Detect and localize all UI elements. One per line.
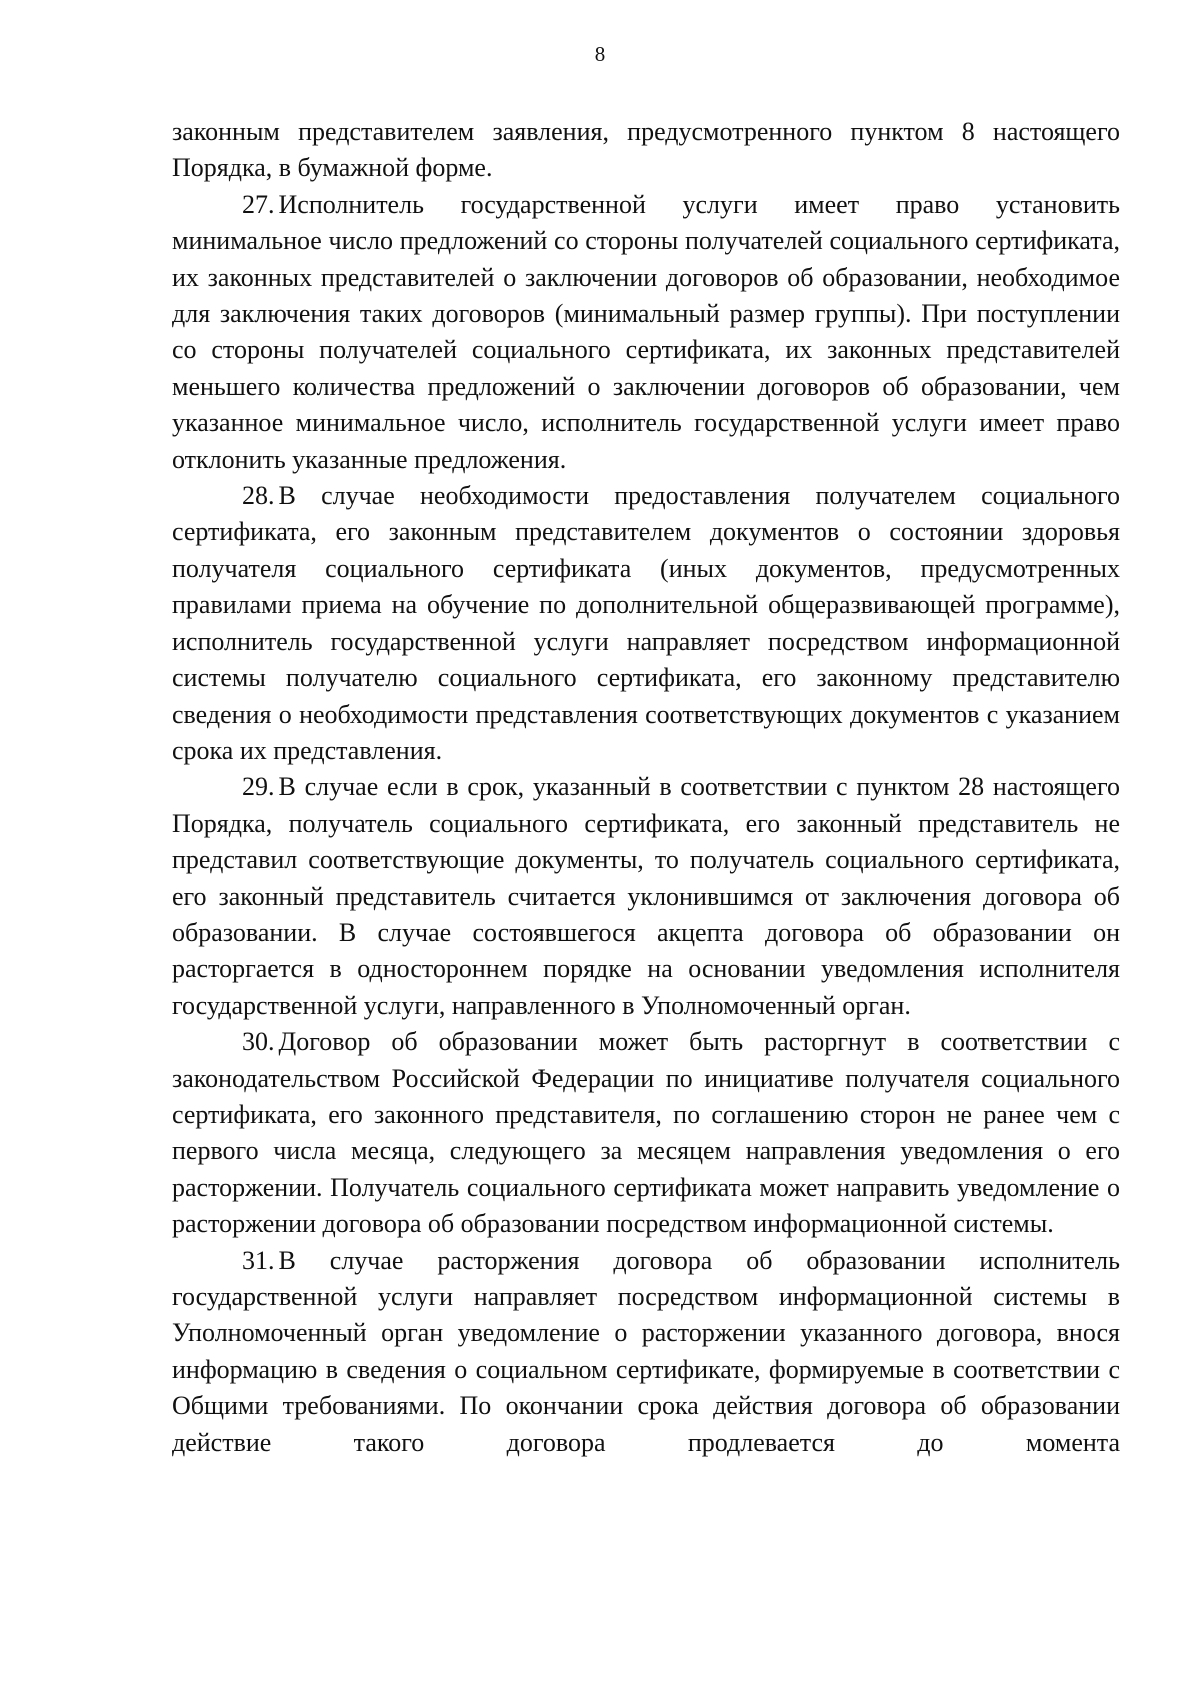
paragraph-number: 27. [242, 189, 275, 219]
document-body [172, 114, 1120, 1461]
paragraph-number: 28. [242, 481, 275, 511]
paragraph-continuation [172, 114, 1120, 187]
paragraph-text: законным представителем заявления, предусмотренного пунктом 8 настоящего Порядка, в бумажной форме. [172, 117, 1120, 183]
paragraph-number: 29. [242, 772, 275, 802]
paragraph-31 [172, 1243, 1120, 1461]
page-number: 8 [594, 42, 606, 66]
paragraph-number: 30. [242, 1027, 275, 1057]
paragraph-30 [172, 1024, 1120, 1242]
paragraph-27 [172, 187, 1120, 478]
paragraph-text: В случае если в срок, указанный в соответствии с пунктом 28 настоящего Порядка, получатель социального сертификата, его законный представитель не представил соответствующие документы, то получатель социального сертификата, его законный представитель считается уклонившимся от заключения договора об образовании. В случае состоявшегося акцепта договора об образовании он расторгается в одностороннем порядке на основании уведомления исполнителя государственной услуги, направленного в Уполномоченный орган. [172, 772, 1120, 1020]
paragraph-text: Договор об образовании может быть расторгнут в соответствии с законодательством Российской Федерации по инициативе получателя социального сертификата, его законного представителя, по соглашению сторон не ранее чем с первого числа месяца, следующего за месяцем направления уведомления о его расторжении. Получатель социального сертификата может направить уведомление о расторжении договора об образовании посредством информационной системы. [172, 1027, 1120, 1239]
paragraph-text: В случае расторжения договора об образовании исполнитель государственной услуги направляет посредством информационной системы в Уполномоченный орган уведомление о расторжении указанного договора, внося информацию в сведения о социальном сертификате, формируемые в соответствии с Общими требованиями. По окончании срока действия договора об образовании действие такого договора продлевается до момента [172, 1245, 1120, 1457]
paragraph-29 [172, 769, 1120, 1024]
paragraph-number: 31. [242, 1245, 275, 1275]
paragraph-28 [172, 478, 1120, 769]
paragraph-text: Исполнитель государственной услуги имеет право установить минимальное число предложений со стороны получателей социального сертификата, их законных представителей о заключении договоров об образовании, необходимое для заключения таких договоров (минимальный размер группы). При поступлении со стороны получателей социального сертификата, их законных представителей меньшего количества предложений о заключении договоров об образовании, чем указанное минимальное число, исполнитель государственной услуги имеет право отклонить указанные предложения. [172, 189, 1120, 474]
paragraph-text: В случае необходимости предоставления получателем социального сертификата, его законным представителем документов о состоянии здоровья получателя социального сертификата (иных документов, предусмотренных правилами приема на обучение по дополнительной общеразвивающей программе), исполнитель государственной услуги направляет посредством информационной системы получателю социального сертификата, его законному представителю сведения о необходимости представления соответствующих документов с указанием срока их представления. [172, 481, 1120, 765]
